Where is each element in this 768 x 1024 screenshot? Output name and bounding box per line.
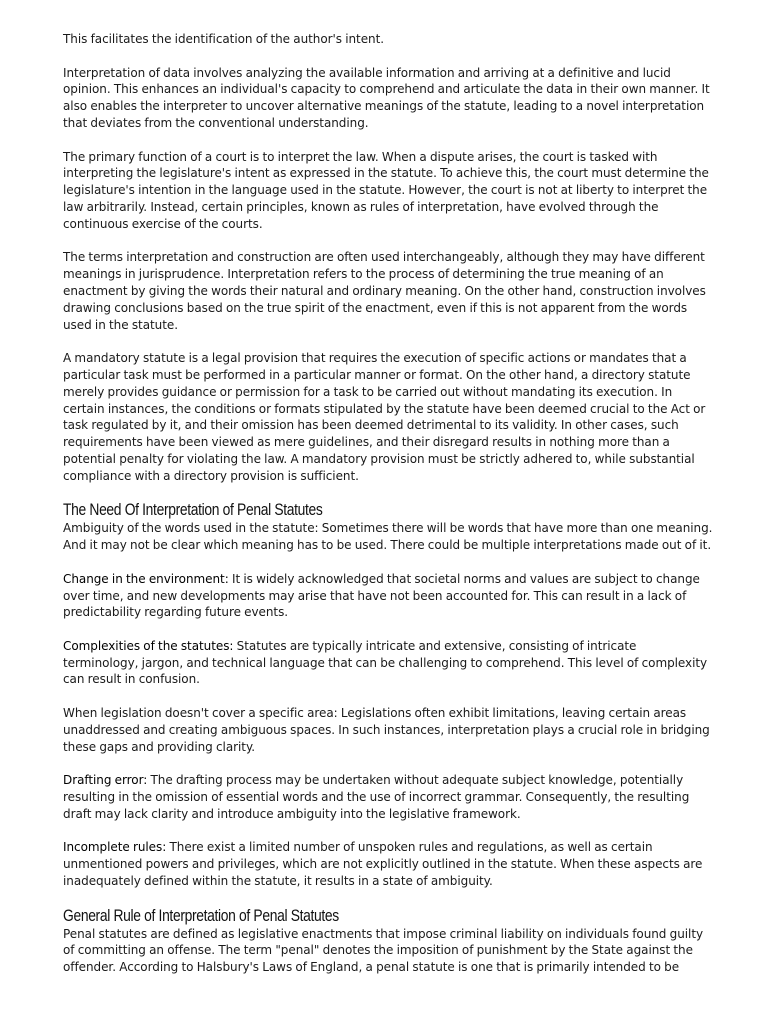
item-lead: Complexities of the statutes: [63, 638, 234, 653]
intro-paragraph: This facilitates the identification of the author's intent. [63, 32, 385, 46]
list-item [63, 839, 713, 889]
paragraph: The terms interpretation and construction are often used interchangeably, although they may have different meanings in jurisprudence. Interpretation refers to the process of determining the true meaning of an enactment by giving the words their natural and ordinary meaning. On the other hand, construction involves drawing conclusions based on the true spirit of the enactment, even if this is not apparent from the words used in the statute. [63, 250, 706, 332]
paragraph: Penal statutes are defined as legislative enactments that impose criminal liability on individuals found guilty of committing an offense. The term "penal" denotes the imposition of punishment by the State against the offender. According to Halsbury's Laws of England, a penal statute is one that is primarily intended to be [63, 926, 704, 975]
item-lead: Change in the environment: [63, 571, 229, 586]
list-item [63, 638, 713, 688]
paragraph: Interpretation of data involves analyzing the available information and arriving at a definitive and lucid opinion. This enhances an individual's capacity to comprehend and articulate the data in their own manner. It also enables the interpreter to uncover alternative meanings of the statute, leading to a novel interpretation that deviates from the conventional understanding. [63, 65, 710, 130]
item-lead: Incomplete rules: [63, 840, 167, 855]
list-item [63, 772, 713, 822]
paragraph: The primary function of a court is to interpret the law. When a dispute arises, the court is tasked with interpreting the legislature's intent as expressed in the statute. To achieve this, the court must determine the legislature's intention in the language used in the statute. However, the court is not at liberty to interpret the law arbitrarily. Instead, certain principles, known as rules of interpretation, have evolved through the continuous exercise of the courts. [63, 149, 709, 231]
item-text: It is widely acknowledged that societal norms and values are subject to change over time, and new developments may arise that have not been accounted for. This can result in a lack of predictability regarding future events. [63, 571, 700, 620]
section-heading: The Need Of Interpretation of Penal Statutes [63, 501, 323, 520]
paragraph: A mandatory statute is a legal provision that requires the execution of specific actions or mandates that a particular task must be performed in a particular manner or format. On the other hand, a directory statute merely provides guidance or permission for a task to be carried out without mandating its execution. In certain instances, the conditions or formats stipulated by the statute have been deemed crucial to the Act or task regulated by it, and their omission has been deemed detrimental to its validity. In other cases, such requirements have been viewed as mere guidelines, and their disregard results in nothing more than a potential penalty for violating the law. A mandatory provision must be strictly adhered to, while substantial compliance with a directory provision is sufficient. [63, 351, 706, 483]
item-lead: Drafting error: [63, 773, 148, 788]
item-text: When legislation doesn't cover a specific area: Legislations often exhibit limitations, leaving certain areas unaddressed and creating ambiguous spaces. In such instances, interpretation plays a crucial role in bridging these gaps and providing clarity. [63, 706, 710, 754]
list-item [63, 571, 713, 621]
item-text: The drafting process may be undertaken without adequate subject knowledge, potentially resulting in the omission of essential words and the use of incorrect grammar. Consequently, the resulting draft may lack clarity and introduce ambiguity into the legislative framework. [63, 773, 690, 821]
list-item [63, 705, 713, 755]
item-text: There exist a limited number of unspoken rules and regulations, as well as certain unmentioned powers and privileges, which are not explicitly outlined in the statute. When these aspects are inadequately defined within the statute, it results in a state of ambiguity. [63, 840, 703, 889]
paragraph: Ambiguity of the words used in the statute: Sometimes there will be words that have more than one meaning. And it may not be clear which meaning has to be used. There could be multiple interpretations made out of it. [63, 521, 713, 553]
document-page [63, 31, 713, 976]
item-text: Statutes are typically intricate and extensive, consisting of intricate terminology, jargon, and technical language that can be challenging to comprehend. This level of complexity can result in confusion. [63, 638, 708, 687]
section-heading: General Rule of Interpretation of Penal Statutes [63, 906, 339, 925]
